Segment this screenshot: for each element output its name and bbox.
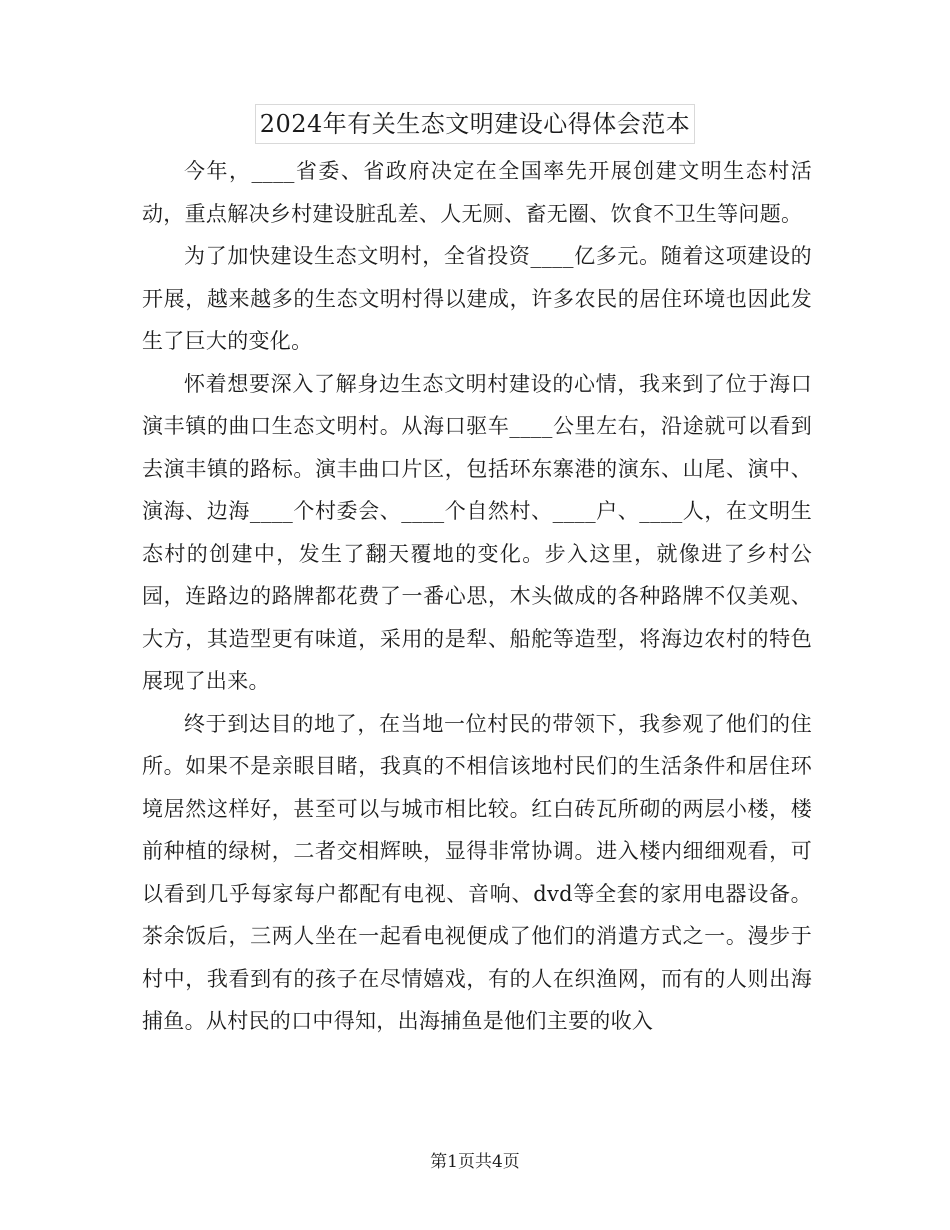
paragraph-1: 今年，____省委、省政府决定在全国率先开展创建文明生态村活动，重点解决乡村建设脏乱差、人无厕、畜无圈、饮食不卫生等问题。: [142, 159, 812, 226]
document-title[interactable]: 2024年有关生态文明建设心得体会范本: [255, 104, 696, 144]
paragraph-2: 为了加快建设生态文明村，全省投资____亿多元。随着这项建设的开展，越来越多的生态文明村得以建成，许多农民的居住环境也因此发生了巨大的变化。: [142, 244, 812, 353]
page-number-footer: 第1页共4页: [430, 1152, 520, 1172]
paragraph-3: 怀着想要深入了解身边生态文明村建设的心情，我来到了位于海口演丰镇的曲口生态文明村。从海口驱车____公里左右，沿途就可以看到去演丰镇的路标。演丰曲口片区，包括环东寨港的演东、山尾、演中、演海、边海____个村委会、____个自然村、____户、____人，在文明生态村的创建中，发生了翻天覆地的变化。步入这里，就像进了乡村公园，连路边的路牌都花费了一番心思，木头做成的各种路牌不仅美观、大方，其造型更有味道，采用的是犁、船舵等造型，将海边农村的特色展现了出来。: [142, 371, 812, 693]
title-container: [0, 104, 950, 144]
paragraph-4: 终于到达目的地了，在当地一位村民的带领下，我参观了他们的住所。如果不是亲眼目睹，我真的不相信该地村民们的生活条件和居住环境居然这样好，甚至可以与城市相比较。红白砖瓦所砌的两层小楼，楼前种植的绿树，二者交相辉映，显得非常协调。进入楼内细细观看，可以看到几乎每家每户都配有电视、音响、dvd等全套的家用电器设备。茶余饭后，三两人坐在一起看电视便成了他们的消遣方式之一。漫步于村中，我看到有的孩子在尽情嬉戏，有的人在织渔网，而有的人则出海捕鱼。从村民的口中得知，出海捕鱼是他们主要的收入: [142, 711, 812, 1033]
document-body: [142, 150, 812, 1043]
